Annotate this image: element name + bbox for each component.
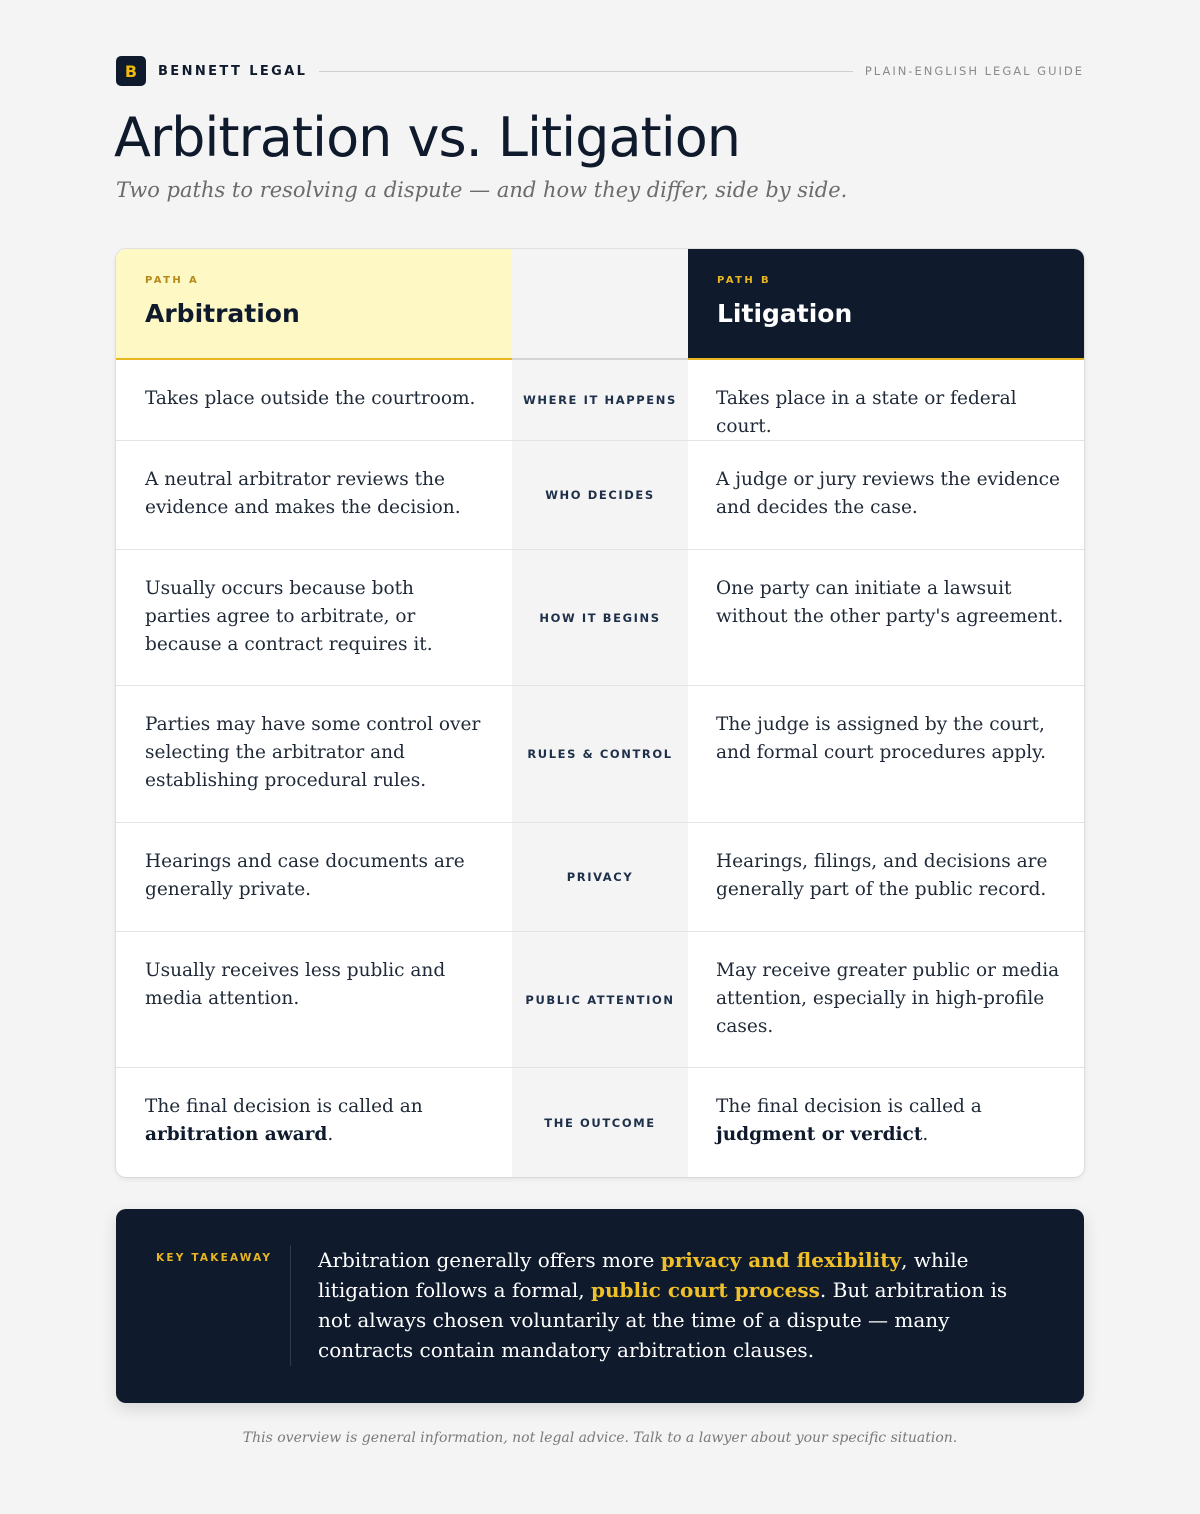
page-subtitle: Two paths to resolving a dispute — and how they differ, side by side.: [116, 178, 848, 202]
path-a-name: Arbitration: [145, 299, 300, 328]
criteria-label: WHERE IT HAPPENS: [523, 393, 677, 407]
litigation-cell: A judge or jury reviews the evidence and decides the case.: [716, 469, 1060, 518]
table-row: [116, 685, 1084, 822]
litigation-cell: May receive greater public or media attention, especially in high-profile cases.: [716, 960, 1060, 1037]
criteria-label: HOW IT BEGINS: [539, 610, 661, 625]
litigation-cell: Takes place in a state or federal court.: [716, 388, 1017, 437]
arbitration-cell: Usually occurs because both parties agree to arbitrate, or because a contract requires it.: [145, 578, 433, 655]
disclaimer-footer: This overview is general information, not legal advice. Talk to a lawyer about your specific situation.: [242, 1430, 958, 1446]
table-row: [116, 360, 1084, 440]
takeaway-part: . But arbitration is not always chosen voluntarily at the time of a dispute — many contracts contain mandatory arbitration clauses.: [318, 1278, 1008, 1362]
outcome-prefix: The final decision is called a: [716, 1096, 982, 1117]
column-header-criteria: [512, 249, 688, 360]
guide-label: PLAIN-ENGLISH LEGAL GUIDE: [864, 64, 1084, 78]
brand-name: BENNETT LEGAL: [158, 63, 308, 79]
criteria-label: RULES & CONTROL: [527, 747, 673, 761]
brand-bar: [116, 56, 1084, 86]
outcome-suffix: .: [922, 1124, 929, 1145]
arbitration-cell: Takes place outside the courtroom.: [145, 388, 476, 409]
arbitration-cell: [145, 1093, 485, 1149]
litigation-cell: Hearings, filings, and decisions are generally part of the public record.: [716, 851, 1048, 900]
arbitration-cell: Parties may have some control over selecting the arbitrator and establishing procedural rules.: [145, 714, 481, 791]
page-title: Arbitration vs. Litigation: [114, 106, 740, 169]
path-a-label: PATH A: [145, 275, 200, 286]
table-row: [116, 549, 1084, 685]
takeaway-label: KEY TAKEAWAY: [156, 1252, 273, 1264]
takeaway-divider: [290, 1245, 291, 1366]
table-row: [116, 1067, 1084, 1177]
takeaway-part: Arbitration generally offers more: [318, 1248, 661, 1272]
outcome-prefix: The final decision is called an: [145, 1096, 423, 1117]
criteria-label: WHO DECIDES: [545, 488, 655, 502]
key-takeaway-panel: [116, 1209, 1084, 1403]
outcome-term: judgment or verdict: [716, 1124, 923, 1145]
table-row: [116, 822, 1084, 931]
column-header-litigation: [688, 249, 1084, 360]
takeaway-highlight: privacy and flexibility: [660, 1248, 902, 1272]
column-header-arbitration: [116, 249, 512, 360]
path-b-name: Litigation: [717, 299, 853, 328]
litigation-cell: One party can initiate a lawsuit without the other party's agreement.: [716, 578, 1064, 627]
takeaway-part: , while litigation follows a formal,: [318, 1248, 969, 1302]
brand-logo: B: [116, 56, 146, 86]
litigation-cell: The judge is assigned by the court, and formal court procedures apply.: [716, 714, 1047, 763]
arbitration-cell: A neutral arbitrator reviews the evidence and makes the decision.: [145, 469, 461, 518]
arbitration-cell: Usually receives less public and media attention.: [145, 960, 446, 1009]
comparison-table: [116, 249, 1084, 1177]
litigation-cell: [716, 1093, 1066, 1149]
table-row: [116, 931, 1084, 1067]
criteria-label: PUBLIC ATTENTION: [525, 992, 675, 1007]
table-row: [116, 440, 1084, 549]
path-b-label: PATH B: [717, 275, 772, 286]
arbitration-cell: Hearings and case documents are generally private.: [145, 851, 465, 900]
criteria-label: PRIVACY: [566, 870, 634, 884]
takeaway-highlight: public court process: [590, 1278, 820, 1302]
brand-divider: [319, 71, 852, 72]
outcome-suffix: .: [327, 1124, 334, 1145]
criteria-label: THE OUTCOME: [544, 1115, 656, 1130]
takeaway-text: [318, 1245, 1038, 1365]
outcome-term: arbitration award: [145, 1124, 328, 1145]
